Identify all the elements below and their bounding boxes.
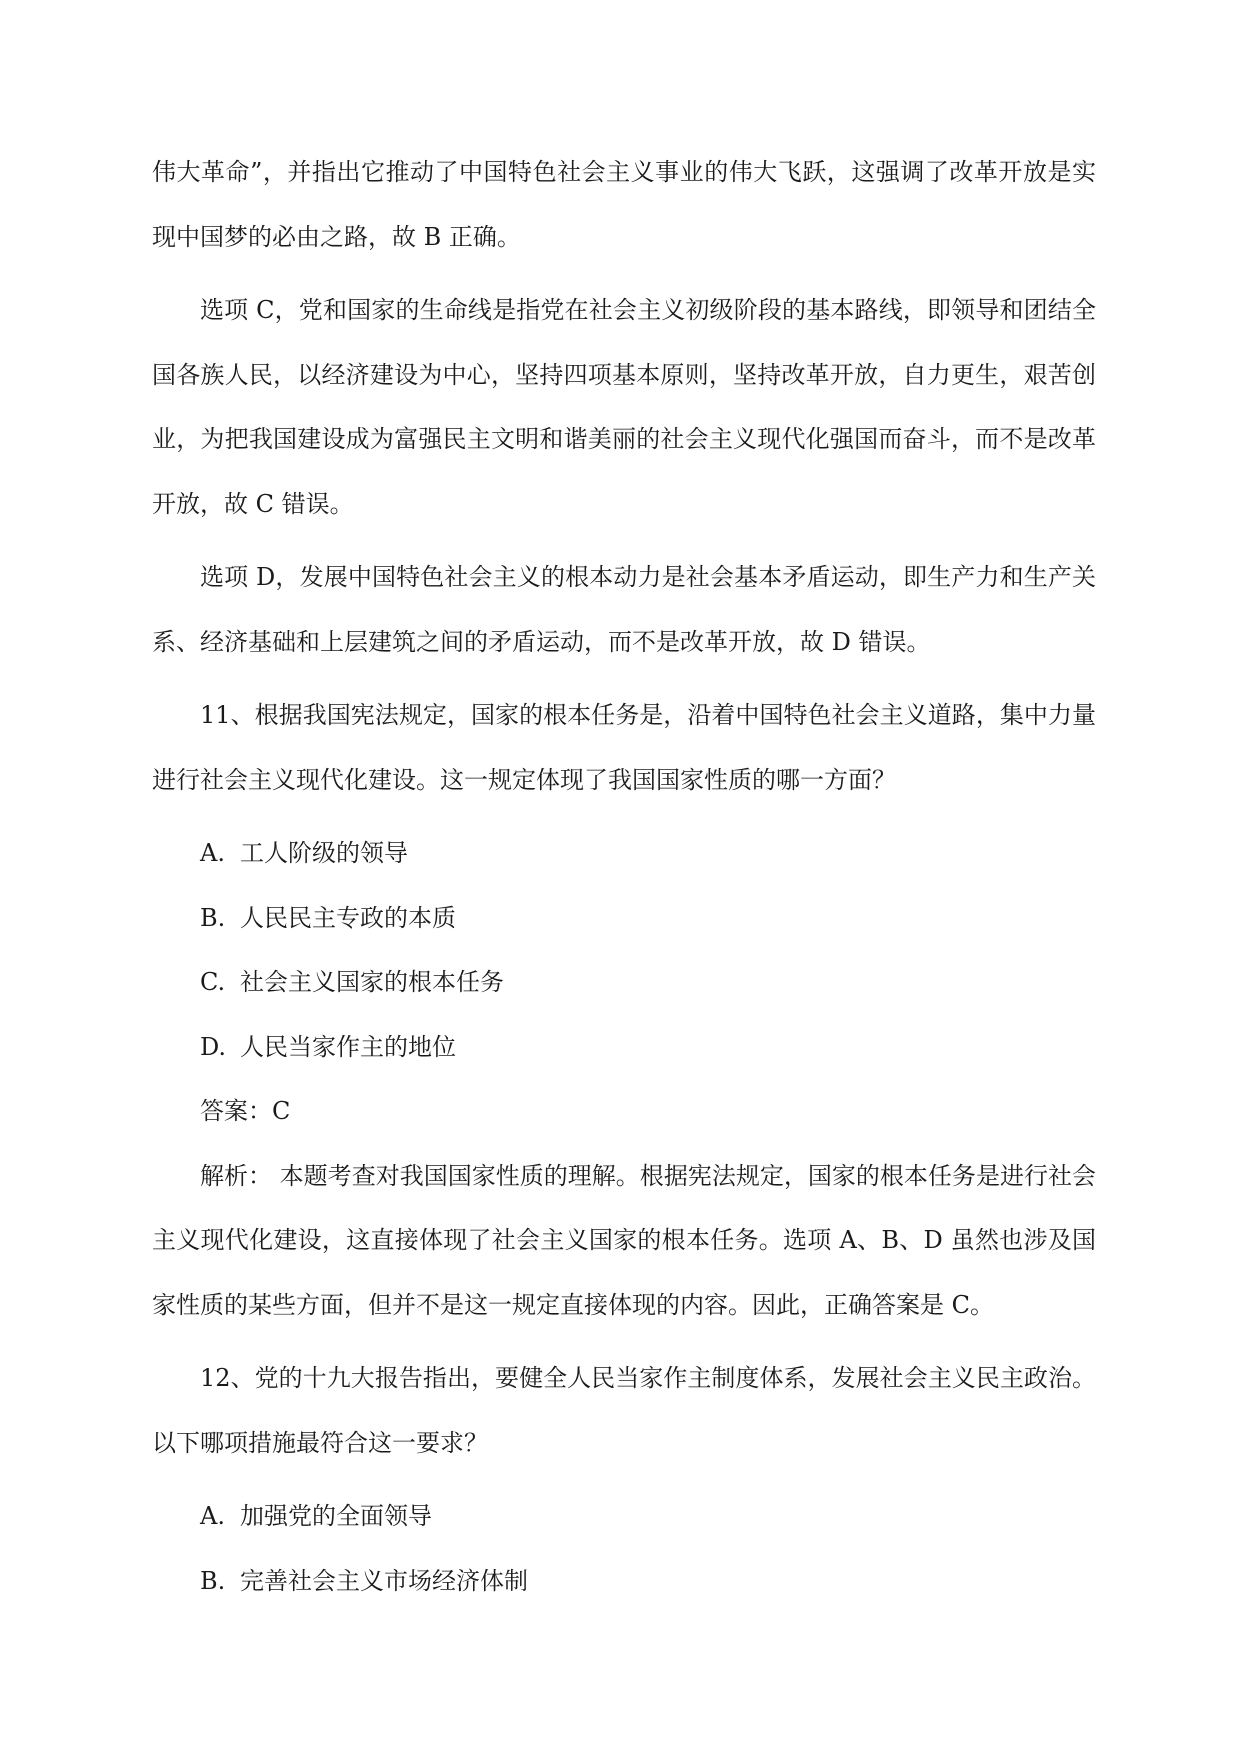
- question-12-option-b: [200, 1549, 1096, 1614]
- question-11-option-b: [200, 886, 1096, 951]
- option-text: 社会主义国家的根本任务: [240, 968, 504, 996]
- question-11-option-d: [200, 1015, 1096, 1080]
- question-12-option-a: [200, 1484, 1096, 1549]
- option-letter: C.: [200, 968, 226, 996]
- option-letter: D.: [200, 1032, 227, 1061]
- option-text: 工人阶级的领导: [240, 839, 408, 867]
- question-11-analysis: 解析： 本题考查对我国国家性质的理解。根据宪法规定，国家的根本任务是进行社会主义现代化建设，这直接体现了社会主义国家的根本任务。选项 A、B、D 虽然也涉及国家性质的某些方面，但并不是这一规定直接体现的内容。因此，正确答案是 C。: [152, 1161, 1096, 1319]
- option-text: 加强党的全面领导: [240, 1502, 432, 1530]
- option-text: 人民民主专政的本质: [240, 903, 456, 932]
- question-12-stem: 12、党的十九大报告指出，要健全人民当家作主制度体系，发展社会主义民主政治。以下哪项措施最符合这一要求？: [152, 1364, 1096, 1457]
- document-body: [152, 140, 1096, 1613]
- option-letter: A.: [200, 1502, 225, 1530]
- question-11-answer: 答案：C: [200, 1097, 291, 1125]
- option-letter: B.: [200, 1566, 226, 1595]
- question-11-option-a: [200, 821, 1096, 886]
- option-text: 完善社会主义市场经济体制: [240, 1566, 528, 1595]
- question-11-option-c: [200, 950, 1096, 1015]
- paragraph-option-d-explanation: 选项 D，发展中国特色社会主义的根本动力是社会基本矛盾运动，即生产力和生产关系、经济基础和上层建筑之间的矛盾运动，而不是改革开放，故 D 错误。: [152, 563, 1096, 656]
- option-text: 人民当家作主的地位: [240, 1032, 456, 1061]
- paragraph-option-c-explanation: 选项 C，党和国家的生命线是指党在社会主义初级阶段的基本路线，即领导和团结全国各族人民，以经济建设为中心，坚持四项基本原则，坚持改革开放，自力更生，艰苦创业，为把我国建设成为富强民主文明和谐美丽的社会主义现代化强国而奋斗，而不是改革开放，故 C 错误。: [152, 296, 1096, 518]
- question-11-stem: 11、根据我国宪法规定，国家的根本任务是，沿着中国特色社会主义道路，集中力量进行社会主义现代化建设。这一规定体现了我国国家性质的哪一方面？: [152, 701, 1096, 794]
- option-letter: A.: [200, 839, 225, 867]
- paragraph-continuation: 伟大革命”，并指出它推动了中国特色社会主义事业的伟大飞跃，这强调了改革开放是实现中国梦的必由之路，故 B 正确。: [152, 158, 1096, 251]
- option-letter: B.: [200, 903, 226, 932]
